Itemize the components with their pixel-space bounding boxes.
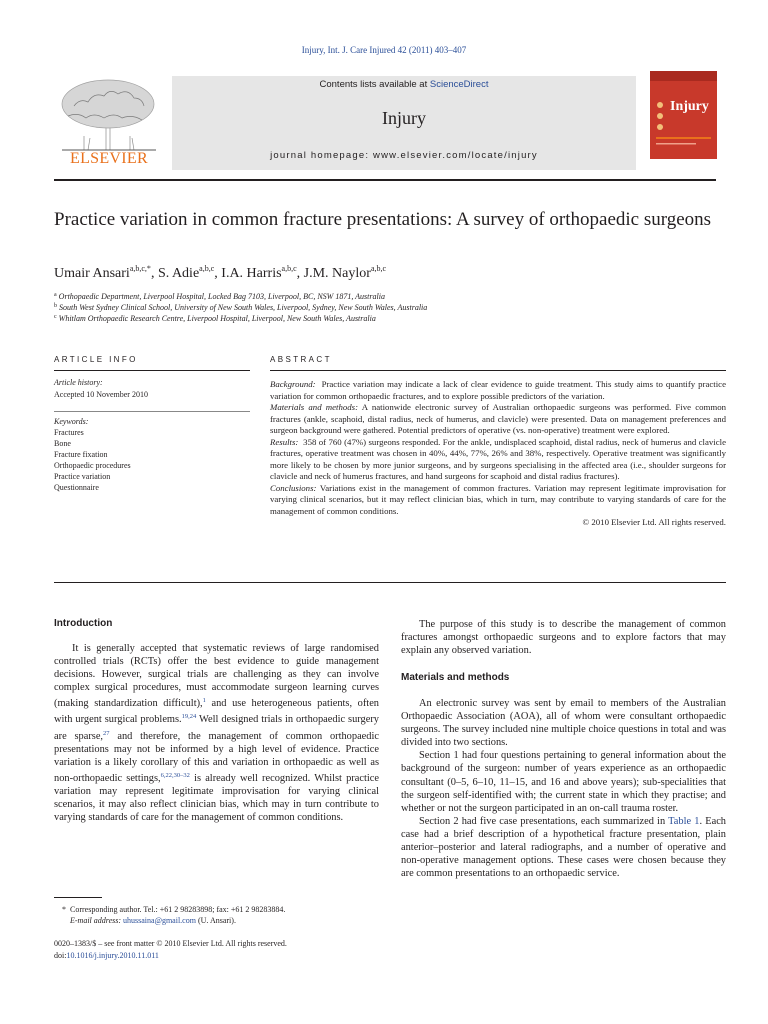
abstract-section-text: 358 of 760 (47%) surgeons responded. For the ankle, undisplaced scaphoid, distal radius, neck of humerus and clavicle fractures, operative treatment was chosen in 40%, 44%, 77%, 26% and 38%, respectively. Operative treatment was significantly more likely to be chosen by more junior surgeons, and by surgeons specialising in the affected area (i.e., shoulder surgeons for clavicle and neck of humerus fractures, and hand surgeons for scaphoid and distal radius fractures). xyxy=(270,436,727,481)
abstract-heading: ABSTRACT xyxy=(270,355,332,364)
keywords-list xyxy=(54,428,131,493)
author-list: Umair Ansari$^{a,b,c,*}$, S. Adie$^{a,b,c}$, I.A. Harris$^{a,b,c}$, J.M. Naylor$^{a,b,c}$ xyxy=(54,264,387,281)
abstract-bottom-divider xyxy=(54,582,726,583)
citation-link[interactable]: 1 xyxy=(202,697,206,705)
author-name[interactable]: I.A. Harris xyxy=(221,266,282,281)
affiliation xyxy=(54,292,714,301)
abstract-conclusions xyxy=(270,483,726,518)
affiliation-key: c xyxy=(54,314,57,320)
introduction-paragraph xyxy=(54,642,379,824)
body-text: Section 2 had five case presentations, each summarized in xyxy=(419,815,669,827)
homepage-url[interactable]: www.elsevier.com/locate/injury xyxy=(373,150,538,161)
sciencedirect-link[interactable]: ScienceDirect xyxy=(429,79,489,90)
abstract-section-text: Variations exist in the management of common fractures. Variation may represent legitimate improvisation for varying clinical scenarios, but it may reflect clinician bias, which in turn, may contribute to varying standards of care for the management of common conditions. xyxy=(270,482,726,516)
tree-logo-icon xyxy=(54,76,164,152)
methods-text xyxy=(401,697,726,880)
doi-prefix: doi: xyxy=(54,950,67,960)
affiliation-text: Orthopaedic Department, Liverpool Hospital, Locked Bag 7103, Liverpool, BC, NSW 1871, Australia xyxy=(58,292,385,301)
author-affiliation-marks[interactable]: a,b,c xyxy=(281,264,297,273)
copyright-notice: © 2010 Elsevier Ltd. All rights reserved. xyxy=(582,517,726,527)
corresponding-author-footnote xyxy=(54,904,379,926)
journal-homepage xyxy=(172,150,636,161)
author-affiliation-marks[interactable]: a,b,c,* xyxy=(129,264,151,273)
doi-link[interactable]: 10.1016/j.injury.2010.11.011 xyxy=(66,950,159,960)
article-info-heading: ARTICLE INFO xyxy=(54,355,138,364)
affiliation-key: b xyxy=(54,303,57,309)
body-text: It is generally accepted that systematic reviews of large randomised controlled trials (RCTs) offer the best evidence to guide management decisions. However, surgical trials are challenging as they can involve complex surgical procedures, must accommodate surgeon learning curves (making standardization difficult), xyxy=(54,643,379,710)
body-text: is already well recognized. Whilst practice variation may represent legitimate improvisation for varying clinical scenarios, it may also reflect clinician bias, which may in turn contribute to varying standards of care for the management of common conditions. xyxy=(54,772,379,824)
body-text: Well designed trials in orthopaedic surgery are sparse, xyxy=(54,714,379,742)
citation-link[interactable]: 27 xyxy=(103,729,110,737)
email-link[interactable]: uhussaina@gmail.com xyxy=(123,916,196,925)
abstract-background xyxy=(270,379,726,402)
affiliation-text: South West Sydney Clinical School, University of New South Wales, Liverpool, Sydney, New South Wales, Australia xyxy=(59,303,428,312)
keyword: Fractures xyxy=(54,428,84,437)
article-title: Practice variation in common fracture presentations: A survey of orthopaedic surgeons xyxy=(54,209,712,230)
author-name[interactable]: Umair Ansari xyxy=(54,266,130,281)
email-label: E-mail address: xyxy=(70,916,122,925)
abstract-text xyxy=(270,379,726,529)
affiliation xyxy=(54,303,714,312)
email-suffix: (U. Ansari). xyxy=(195,916,236,925)
citation-link[interactable]: 19,24 xyxy=(181,713,197,721)
contents-prefix: Contents lists available at xyxy=(319,79,430,90)
issn-line: 0020–1383/$ – see front matter © 2010 Elsevier Ltd. All rights reserved. xyxy=(54,939,287,948)
article-info-separator xyxy=(54,411,250,412)
abstract-methods xyxy=(270,402,726,437)
article-info-divider xyxy=(54,370,250,371)
footnote-line xyxy=(62,904,379,915)
header-divider xyxy=(54,179,716,181)
footnote-text: Corresponding author. Tel.: +61 2 98283898; fax: +61 2 98283884. xyxy=(70,905,286,914)
methods-heading: Materials and methods xyxy=(401,672,510,683)
keyword: Orthopaedic procedures xyxy=(54,460,131,470)
abstract-section-label: Results: xyxy=(270,436,299,447)
abstract-section-label: Background: xyxy=(270,379,316,389)
keyword: Fracture fixation xyxy=(54,449,108,459)
email-line xyxy=(62,915,379,926)
abstract-section-text: A nationwide electronic survey of Australian orthopaedic surgeons was performed. Five common fractures (ankle, scaphoid, distal radius, neck of humerus, and clavicle) were presented. Data on management preferences and surgeon background were gathered. Potential predictors of operative (vs. non-operative) treatment were explored. xyxy=(270,402,727,435)
keyword: Bone xyxy=(54,438,71,448)
abstract-divider xyxy=(270,370,726,371)
abstract-section-label: Materials and methods: xyxy=(270,402,359,412)
abstract-section-text: Practice variation may indicate a lack of clear evidence to guide treatment. This study aims to quantify practice variation for common orthopaedic fractures, and to explore possible predictors of the variation. xyxy=(270,379,726,401)
author-name[interactable]: J.M. Naylor xyxy=(303,266,371,281)
affiliation-key: a xyxy=(54,292,57,298)
body-text: and use heterogeneous patients, often with urgent surgical problems. xyxy=(54,698,379,726)
footnote-divider xyxy=(54,897,102,898)
journal-reference[interactable]: Injury, Int. J. Care Injured 42 (2011) 403–407 xyxy=(301,45,467,55)
affiliation xyxy=(54,314,714,323)
abstract-results xyxy=(270,437,726,483)
keyword: Questionnaire xyxy=(54,482,99,492)
author-name[interactable]: S. Adie xyxy=(157,266,200,281)
body-text: and therefore, the management of common orthopaedic presentations may not be informed by a high level of evidence. Practice variation is a likely corollary of this and variation in orthopaedic as well as non-orthopaedic settings, xyxy=(54,730,379,784)
methods-paragraph: Section 1 had four questions pertaining to general information about the background of the surgeon: number of years experience as an orthopaedic consultant (0–5, 6–10, 11–15, and 16 and above years); sub-specialities that the surgeon self-identified with; the current state in which they practise; and whether or not the surgeon participated in an on-call trauma roster. xyxy=(401,750,726,814)
affiliation-text: Whitlam Orthopaedic Research Centre, Liverpool Hospital, Liverpool, New South Wales, Australia xyxy=(58,314,376,323)
doi-line xyxy=(54,950,379,962)
journal-header-box xyxy=(172,76,636,170)
cover-title: Injury xyxy=(670,99,709,114)
elsevier-wordmark: ELSEVIER xyxy=(70,150,148,167)
article-history-value: Accepted 10 November 2010 xyxy=(54,390,148,399)
abstract-section-label: Conclusions: xyxy=(270,482,317,493)
cover-art-icon xyxy=(650,71,717,159)
introduction-heading: Introduction xyxy=(54,618,113,629)
journal-cover-thumbnail xyxy=(650,71,717,159)
homepage-prefix: journal homepage: xyxy=(270,150,374,161)
citation-link[interactable]: 6,22,30–32 xyxy=(160,771,190,779)
author-affiliation-marks[interactable]: a,b,c xyxy=(199,264,215,273)
keywords-label: Keywords: xyxy=(54,417,89,426)
journal-name: Injury xyxy=(382,108,426,128)
keyword: Practice variation xyxy=(54,471,111,481)
elsevier-logo xyxy=(54,76,164,166)
methods-paragraph xyxy=(401,815,726,880)
author-affiliation-marks[interactable]: a,b,c xyxy=(370,264,387,273)
body-text: . Each case had a brief description of a hypothetical fracture presentation, plain anterior–posterior and lateral radiographs, and a number of operative and non-operative management options. These cases were chosen because they are common presentations to an orthopaedic service. xyxy=(401,815,726,880)
footnote-mark: * xyxy=(62,905,66,914)
methods-paragraph: An electronic survey was sent by email to members of the Australian Orthopaedic Association (AOA), all of whom were consultant orthopaedic surgeons. The survey included nine multiple choice questions in total and was divided into two sections. xyxy=(401,698,726,749)
table-1-link[interactable]: Table 1 xyxy=(668,815,700,827)
article-history-label: Article history: xyxy=(54,378,103,387)
contents-line xyxy=(172,79,636,90)
issn-doi-block xyxy=(54,938,379,961)
purpose-paragraph: The purpose of this study is to describe the management of common fractures amongst orthopaedic surgeons and to explore factors that may explain any observed variation. xyxy=(401,619,726,657)
